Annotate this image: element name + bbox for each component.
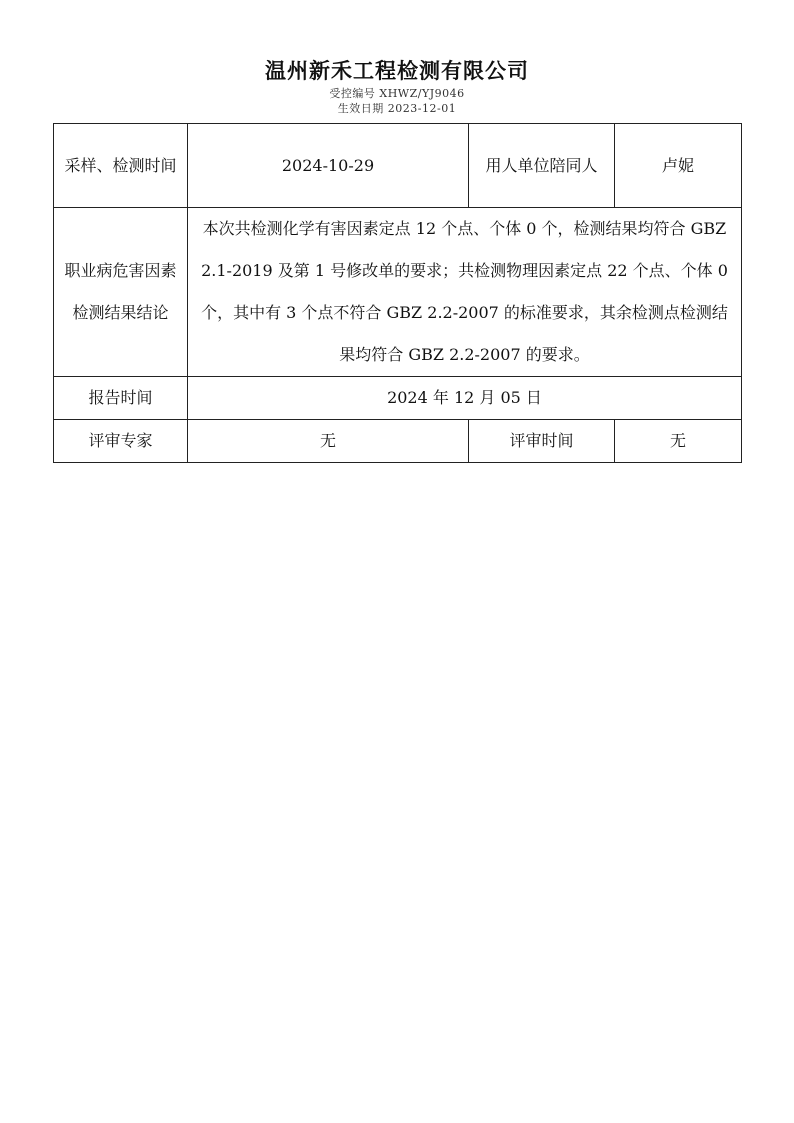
accompany-value: 卢妮: [615, 124, 742, 208]
report-time-label: 报告时间: [54, 377, 188, 420]
conclusion-label: 职业病危害因素检测结果结论: [54, 208, 188, 377]
report-table: [53, 123, 742, 463]
review-time-value: 无: [615, 420, 742, 463]
table-row-report-time: [54, 377, 742, 420]
document-header: [0, 56, 794, 116]
accompany-label: 用人单位陪同人: [469, 124, 615, 208]
report-time-value: 2024 年 12 月 05 日: [188, 377, 742, 420]
review-expert-label: 评审专家: [54, 420, 188, 463]
review-time-label: 评审时间: [469, 420, 615, 463]
review-expert-value: 无: [188, 420, 469, 463]
control-number: 受控编号 XHWZ/YJ9046: [329, 87, 465, 100]
table-row-review: [54, 420, 742, 463]
conclusion-text: 本次共检测化学有害因素定点 12 个点、个体 0 个，检测结果均符合 GBZ 2.1-2019 及第 1 号修改单的要求；共检测物理因素定点 22 个点、个体 0 个，其中有 3 个点不符合 GBZ 2.2-2007 的标准要求，其余检测点检测结果均符合 GBZ 2.2-2007 的要求。: [188, 208, 742, 377]
sampling-time-label: 采样、检测时间: [54, 124, 188, 208]
company-name: 温州新禾工程检测有限公司: [265, 58, 529, 83]
sampling-time-value: 2024-10-29: [188, 124, 469, 208]
table-row-sampling: [54, 124, 742, 208]
table-row-conclusion: [54, 208, 742, 377]
effective-date: 生效日期 2023-12-01: [337, 102, 457, 115]
